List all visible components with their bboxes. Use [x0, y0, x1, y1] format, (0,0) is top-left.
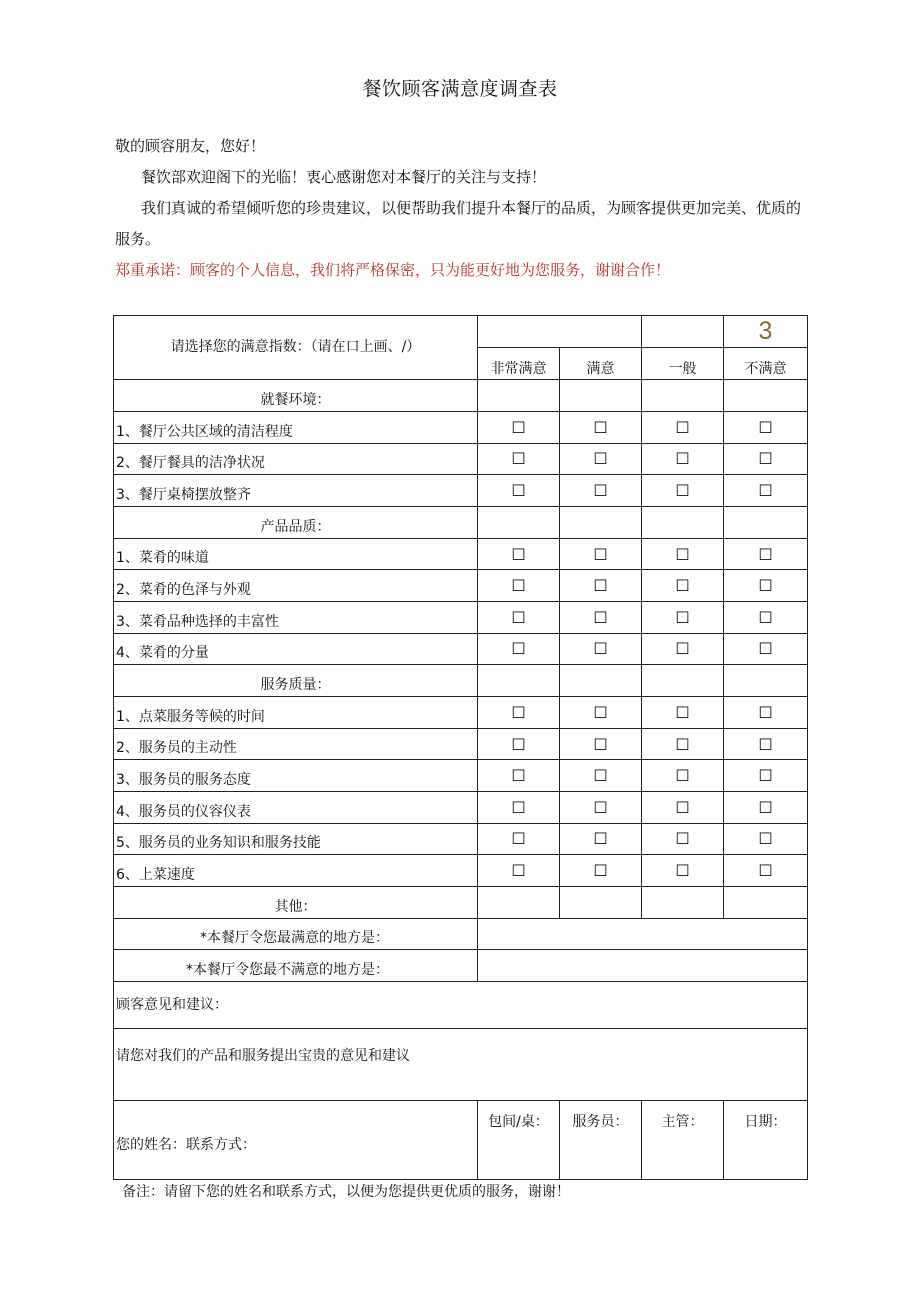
checkbox-satisfied[interactable]: ☐	[560, 791, 642, 823]
question-row	[114, 412, 808, 444]
section-title: 服务质量：	[114, 665, 478, 697]
question-row	[114, 855, 808, 887]
option-dissatisfied: 不满意	[724, 348, 808, 380]
header-blank-cell	[478, 316, 642, 348]
header-row-top	[114, 316, 808, 348]
question-row	[114, 443, 808, 475]
question-row	[114, 633, 808, 665]
question-row	[114, 570, 808, 602]
question-row	[114, 475, 808, 507]
most-satisfied-row	[114, 918, 808, 949]
checkbox-very-satisfied[interactable]: ☐	[478, 538, 560, 570]
checkbox-satisfied[interactable]: ☐	[560, 538, 642, 570]
checkbox-dissatisfied[interactable]: ☐	[724, 412, 808, 444]
checkbox-satisfied[interactable]: ☐	[560, 412, 642, 444]
checkbox-dissatisfied[interactable]: ☐	[724, 697, 808, 729]
question-label: 2、菜肴的色泽与外观	[114, 570, 478, 602]
checkbox-very-satisfied[interactable]: ☐	[478, 633, 560, 665]
page-number: 3	[724, 316, 808, 348]
question-label: 4、菜肴的分量	[114, 633, 478, 665]
question-row	[114, 697, 808, 729]
checkbox-satisfied[interactable]: ☐	[560, 633, 642, 665]
section-title: 其他：	[114, 886, 478, 918]
waiter-field[interactable]: 服务员：	[560, 1100, 642, 1179]
checkbox-very-satisfied[interactable]: ☐	[478, 728, 560, 760]
checkbox-satisfied[interactable]: ☐	[560, 570, 642, 602]
checkbox-very-satisfied[interactable]: ☐	[478, 823, 560, 855]
checkbox-satisfied[interactable]: ☐	[560, 697, 642, 729]
option-very-satisfied: 非常满意	[478, 348, 560, 380]
question-row	[114, 601, 808, 633]
checkbox-very-satisfied[interactable]: ☐	[478, 412, 560, 444]
checkbox-average[interactable]: ☐	[642, 538, 724, 570]
checkbox-satisfied[interactable]: ☐	[560, 443, 642, 475]
question-label: 1、餐厅公共区域的清洁程度	[114, 412, 478, 444]
question-row	[114, 760, 808, 792]
checkbox-satisfied[interactable]: ☐	[560, 475, 642, 507]
checkbox-very-satisfied[interactable]: ☐	[478, 760, 560, 792]
checkbox-very-satisfied[interactable]: ☐	[478, 570, 560, 602]
option-satisfied: 满意	[560, 348, 642, 380]
checkbox-very-satisfied[interactable]: ☐	[478, 697, 560, 729]
contact-row	[114, 1100, 808, 1179]
section-title: 产品品质：	[114, 506, 478, 538]
section-title: 就餐环境：	[114, 380, 478, 412]
question-label: 3、菜肴品种选择的丰富性	[114, 601, 478, 633]
checkbox-dissatisfied[interactable]: ☐	[724, 633, 808, 665]
question-label: 6、上菜速度	[114, 855, 478, 887]
question-row	[114, 823, 808, 855]
option-average: 一般	[642, 348, 724, 380]
other-section-row	[114, 886, 808, 918]
most-satisfied-label: *本餐厅令您最满意的地方是：	[114, 918, 478, 949]
checkbox-average[interactable]: ☐	[642, 823, 724, 855]
checkbox-average[interactable]: ☐	[642, 697, 724, 729]
greeting-text: 敬的顾容朋友，您好！	[115, 137, 266, 155]
date-field[interactable]: 日期：	[724, 1100, 808, 1179]
feedback-label-row	[114, 981, 808, 1028]
question-label: 1、点菜服务等候的时间	[114, 697, 478, 729]
room-table-field[interactable]: 包间/桌：	[478, 1100, 560, 1179]
name-contact-field[interactable]: 您的姓名：联系方式：	[114, 1100, 478, 1179]
checkbox-average[interactable]: ☐	[642, 791, 724, 823]
checkbox-very-satisfied[interactable]: ☐	[478, 475, 560, 507]
checkbox-average[interactable]: ☐	[642, 601, 724, 633]
checkbox-very-satisfied[interactable]: ☐	[478, 855, 560, 887]
question-row	[114, 791, 808, 823]
checkbox-average[interactable]: ☐	[642, 760, 724, 792]
welcome-text: 餐饮部欢迎阁下的光临！衷心感谢您对本餐厅的关注与支持！	[141, 168, 547, 186]
header-blank-cell	[642, 316, 724, 348]
checkbox-dissatisfied[interactable]: ☐	[724, 791, 808, 823]
checkbox-very-satisfied[interactable]: ☐	[478, 443, 560, 475]
checkbox-dissatisfied[interactable]: ☐	[724, 538, 808, 570]
checkbox-satisfied[interactable]: ☐	[560, 823, 642, 855]
checkbox-dissatisfied[interactable]: ☐	[724, 760, 808, 792]
checkbox-average[interactable]: ☐	[642, 570, 724, 602]
checkbox-dissatisfied[interactable]: ☐	[724, 601, 808, 633]
checkbox-dissatisfied[interactable]: ☐	[724, 475, 808, 507]
checkbox-very-satisfied[interactable]: ☐	[478, 601, 560, 633]
least-satisfied-answer[interactable]	[478, 949, 808, 981]
question-label: 3、餐厅桌椅摆放整齐	[114, 475, 478, 507]
checkbox-average[interactable]: ☐	[642, 728, 724, 760]
question-label: 5、服务员的业务知识和服务技能	[114, 823, 478, 855]
least-satisfied-label: *本餐厅令您最不满意的地方是：	[114, 949, 478, 981]
question-label: 3、服务员的服务态度	[114, 760, 478, 792]
question-row	[114, 538, 808, 570]
section-header-row	[114, 380, 808, 412]
checkbox-satisfied[interactable]: ☐	[560, 728, 642, 760]
supervisor-field[interactable]: 主管：	[642, 1100, 724, 1179]
feedback-prompt[interactable]: 请您对我们的产品和服务提出宝贵的意见和建议	[114, 1028, 808, 1100]
checkbox-dissatisfied[interactable]: ☐	[724, 443, 808, 475]
checkbox-average[interactable]: ☐	[642, 443, 724, 475]
question-row	[114, 728, 808, 760]
question-label: 1、菜肴的味道	[114, 538, 478, 570]
purpose-text: 我们真诚的希望倾听您的珍贵建议，以便帮助我们提升本餐厅的品质，为顾客提供更加完美、优质的服务。	[115, 199, 802, 248]
section-header-row	[114, 665, 808, 697]
checkbox-satisfied[interactable]: ☐	[560, 601, 642, 633]
least-satisfied-row	[114, 949, 808, 981]
checkbox-satisfied[interactable]: ☐	[560, 760, 642, 792]
feedback-row	[114, 1028, 808, 1100]
checkbox-satisfied[interactable]: ☐	[560, 855, 642, 887]
question-label: 2、服务员的主动性	[114, 728, 478, 760]
checkbox-average[interactable]: ☐	[642, 633, 724, 665]
instruction-cell: 请选择您的满意指数：（请在口上画、/）	[114, 316, 478, 380]
checkbox-dissatisfied[interactable]: ☐	[724, 855, 808, 887]
privacy-promise-text: 郑重承诺：顾客的个人信息，我们将严格保密，只为能更好地为您服务，谢谢合作！	[115, 261, 671, 279]
question-label: 4、服务员的仪容仪表	[114, 791, 478, 823]
page-title: 餐饮顾客满意度调查表	[362, 78, 558, 100]
checkbox-dissatisfied[interactable]: ☐	[724, 570, 808, 602]
checkbox-average[interactable]: ☐	[642, 412, 724, 444]
checkbox-average[interactable]: ☐	[642, 855, 724, 887]
checkbox-dissatisfied[interactable]: ☐	[724, 823, 808, 855]
section-header-row	[114, 506, 808, 538]
checkbox-very-satisfied[interactable]: ☐	[478, 791, 560, 823]
question-label: 2、餐厅餐具的洁净状况	[114, 443, 478, 475]
most-satisfied-answer[interactable]	[478, 918, 808, 949]
satisfaction-table	[113, 315, 808, 1180]
checkbox-dissatisfied[interactable]: ☐	[724, 728, 808, 760]
footnote: 备注：请留下您的姓名和联系方式，以便为您提供更优质的服务，谢谢！	[122, 1184, 570, 1200]
checkbox-average[interactable]: ☐	[642, 475, 724, 507]
feedback-label: 顾客意见和建议：	[114, 981, 808, 1028]
